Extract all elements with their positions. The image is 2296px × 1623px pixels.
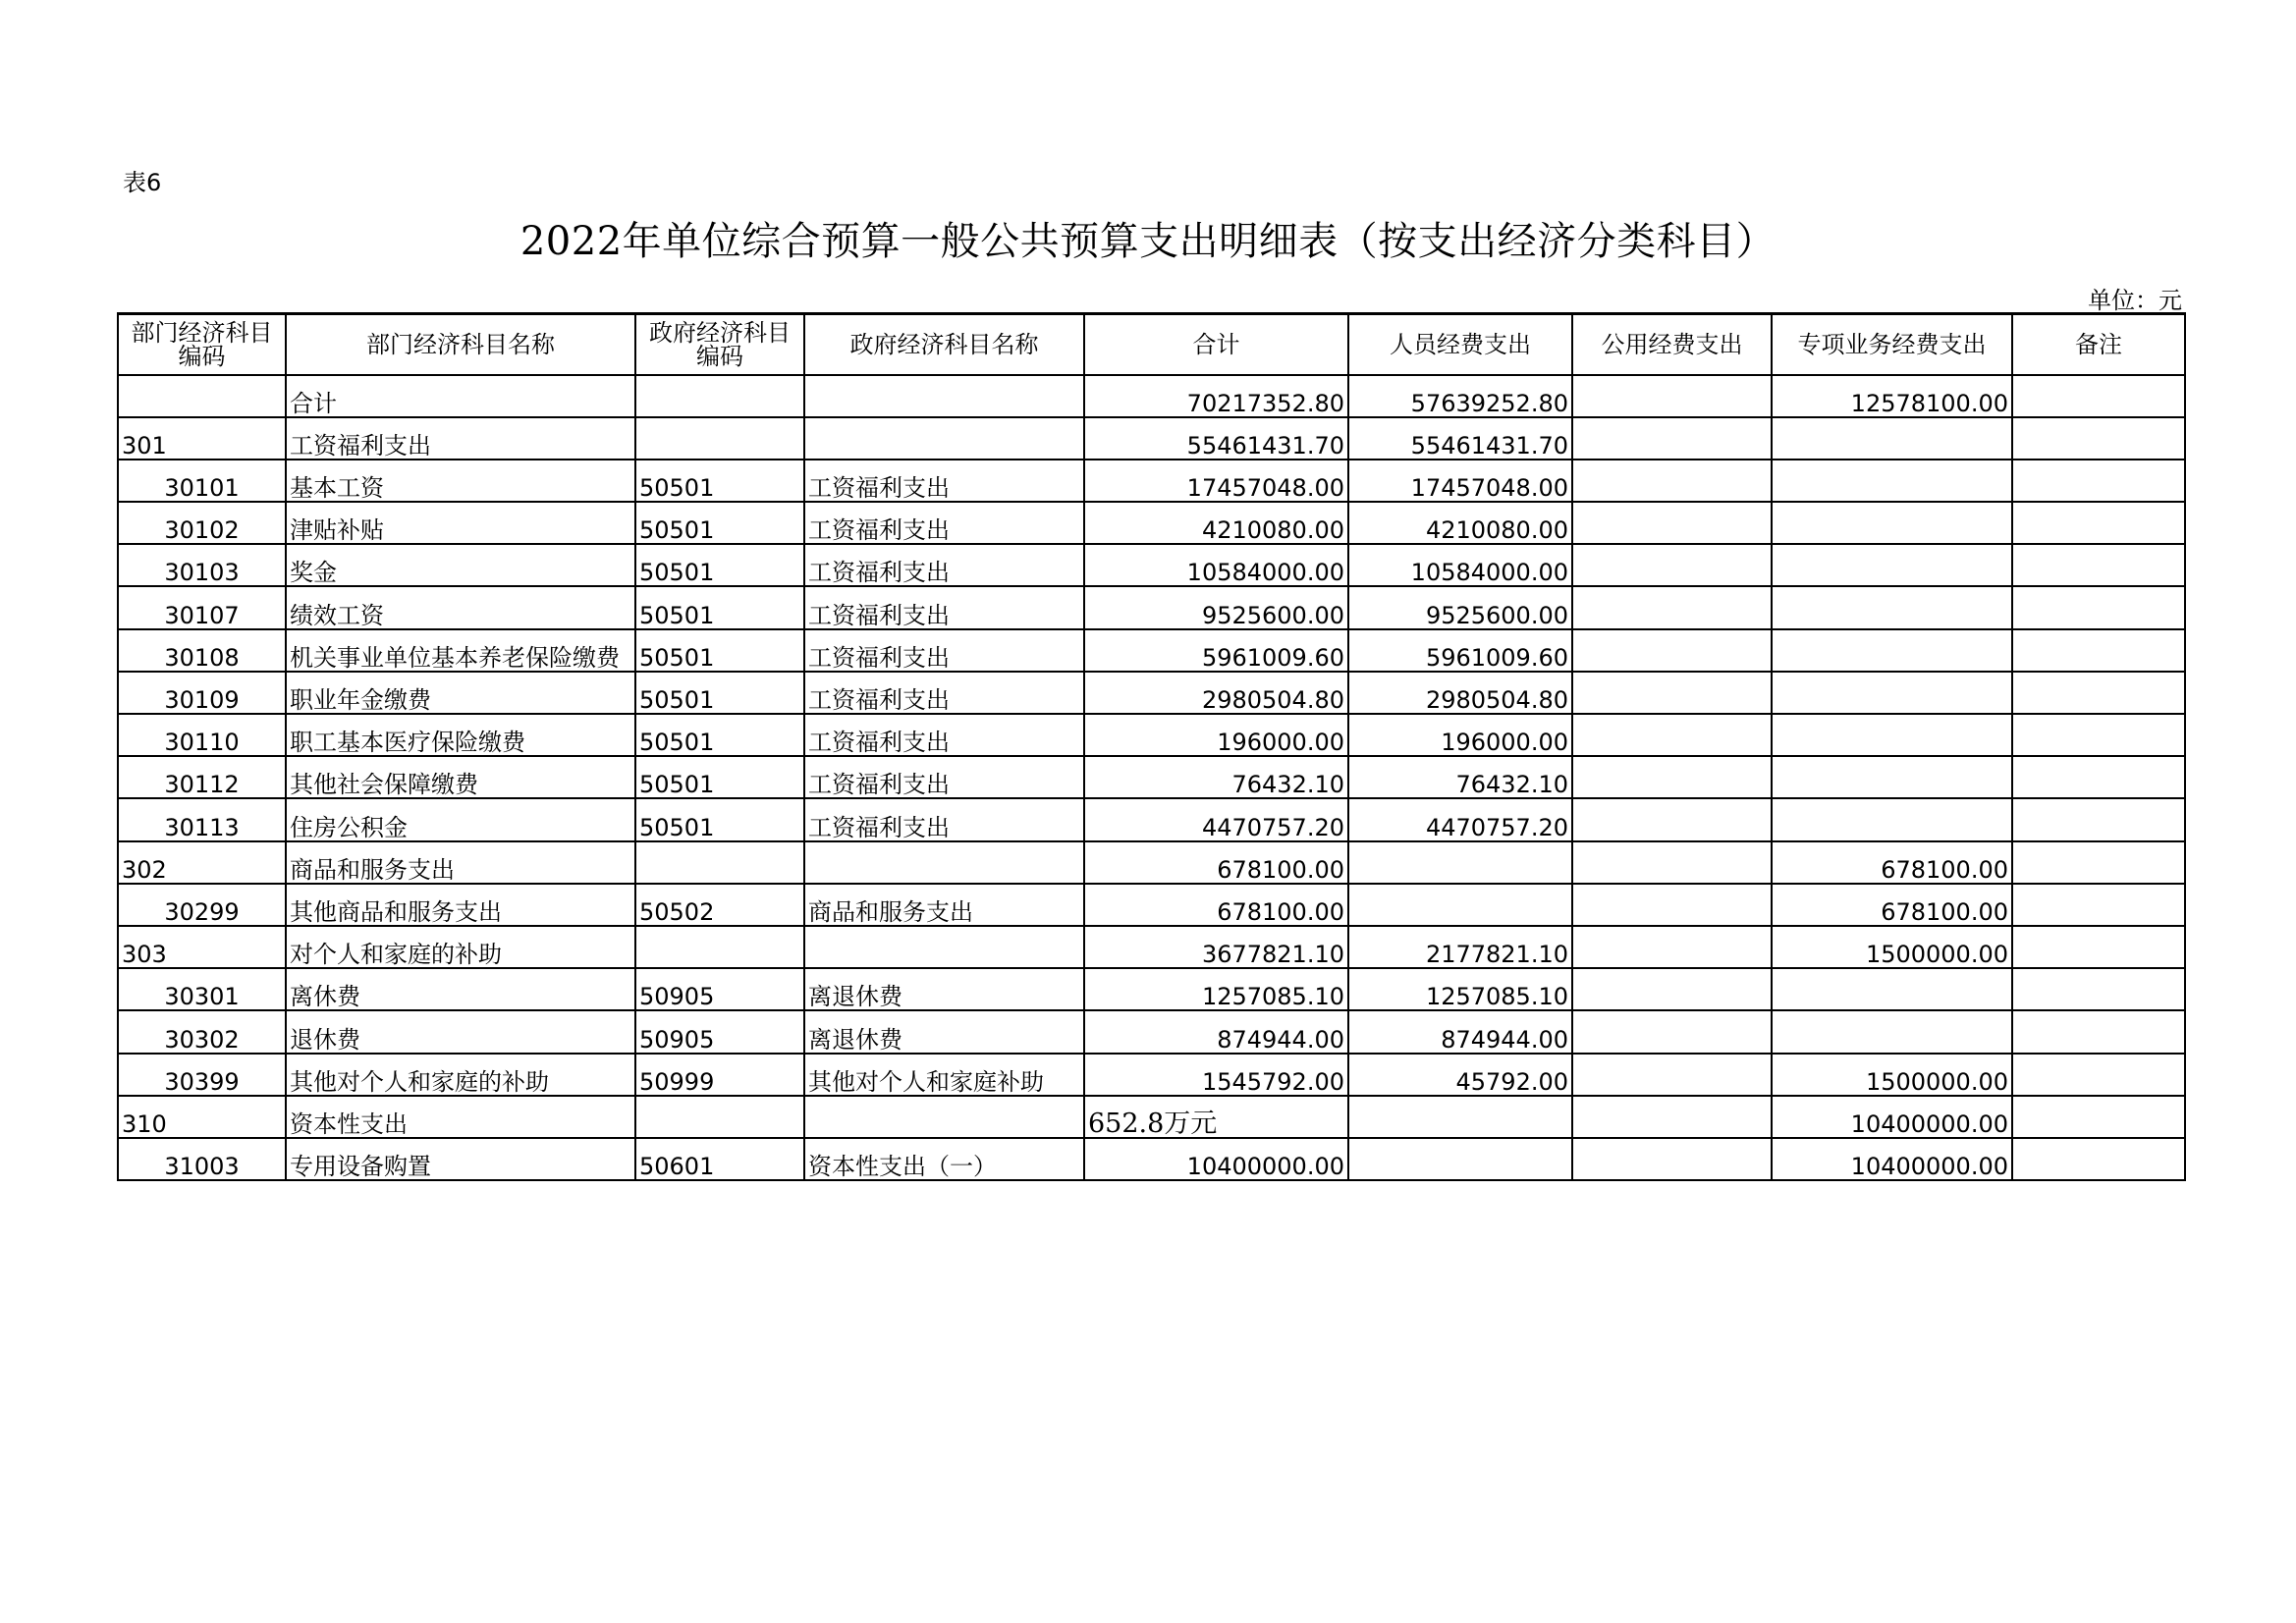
table-row bbox=[118, 884, 2185, 926]
dept-code-cell: 301 bbox=[118, 417, 286, 460]
special-cell: 1500000.00 bbox=[1772, 1054, 2012, 1096]
public-cell bbox=[1572, 375, 1772, 417]
personnel-cell: 76432.10 bbox=[1348, 756, 1572, 798]
total-cell: 5961009.60 bbox=[1084, 629, 1348, 672]
special-cell bbox=[1772, 756, 2012, 798]
total-cell: 678100.00 bbox=[1084, 884, 1348, 926]
total-cell: 1545792.00 bbox=[1084, 1054, 1348, 1096]
gov-code-cell: 50501 bbox=[635, 502, 804, 544]
personnel-cell bbox=[1348, 1096, 1572, 1138]
header-dept-code: 部门经济科目编码 bbox=[118, 314, 286, 375]
gov-code-cell: 50501 bbox=[635, 672, 804, 714]
total-cell: 196000.00 bbox=[1084, 714, 1348, 756]
gov-name-cell bbox=[804, 417, 1084, 460]
gov-code-cell: 50501 bbox=[635, 586, 804, 628]
personnel-cell: 1257085.10 bbox=[1348, 968, 1572, 1010]
special-cell bbox=[1772, 417, 2012, 460]
gov-code-cell bbox=[635, 375, 804, 417]
remarks-cell bbox=[2012, 1138, 2185, 1180]
dept-code-cell: 30113 bbox=[118, 798, 286, 840]
remarks-cell bbox=[2012, 375, 2185, 417]
gov-name-cell bbox=[804, 375, 1084, 417]
gov-code-cell bbox=[635, 926, 804, 968]
dept-name-cell: 津贴补贴 bbox=[286, 502, 635, 544]
personnel-cell: 57639252.80 bbox=[1348, 375, 1572, 417]
dept-code-cell: 30399 bbox=[118, 1054, 286, 1096]
remarks-cell bbox=[2012, 756, 2185, 798]
total-cell: 874944.00 bbox=[1084, 1010, 1348, 1053]
personnel-cell: 9525600.00 bbox=[1348, 586, 1572, 628]
total-cell: 4210080.00 bbox=[1084, 502, 1348, 544]
dept-code-cell: 30112 bbox=[118, 756, 286, 798]
dept-code-cell: 310 bbox=[118, 1096, 286, 1138]
total-cell: 678100.00 bbox=[1084, 841, 1348, 884]
special-cell: 678100.00 bbox=[1772, 841, 2012, 884]
gov-name-cell: 工资福利支出 bbox=[804, 798, 1084, 840]
public-cell bbox=[1572, 1054, 1772, 1096]
public-cell bbox=[1572, 417, 1772, 460]
remarks-cell bbox=[2012, 1010, 2185, 1053]
personnel-cell: 196000.00 bbox=[1348, 714, 1572, 756]
table-body bbox=[118, 375, 2185, 1181]
dept-code-cell: 30103 bbox=[118, 544, 286, 586]
remarks-cell bbox=[2012, 586, 2185, 628]
dept-name-cell: 工资福利支出 bbox=[286, 417, 635, 460]
header-total: 合计 bbox=[1084, 314, 1348, 375]
table-row bbox=[118, 798, 2185, 840]
dept-name-cell: 专用设备购置 bbox=[286, 1138, 635, 1180]
total-cell: 1257085.10 bbox=[1084, 968, 1348, 1010]
gov-name-cell bbox=[804, 841, 1084, 884]
personnel-cell: 2980504.80 bbox=[1348, 672, 1572, 714]
table-row bbox=[118, 968, 2185, 1010]
personnel-cell: 4470757.20 bbox=[1348, 798, 1572, 840]
special-cell bbox=[1772, 586, 2012, 628]
special-cell bbox=[1772, 544, 2012, 586]
dept-name-cell: 其他对个人和家庭的补助 bbox=[286, 1054, 635, 1096]
dept-code-cell: 30299 bbox=[118, 884, 286, 926]
header-special: 专项业务经费支出 bbox=[1772, 314, 2012, 375]
table-row bbox=[118, 1054, 2185, 1096]
gov-code-cell: 50502 bbox=[635, 884, 804, 926]
gov-code-cell: 50601 bbox=[635, 1138, 804, 1180]
header-dept-name: 部门经济科目名称 bbox=[286, 314, 635, 375]
table-row bbox=[118, 375, 2185, 417]
total-cell: 10584000.00 bbox=[1084, 544, 1348, 586]
table-row bbox=[118, 672, 2185, 714]
gov-code-cell: 50501 bbox=[635, 798, 804, 840]
personnel-cell: 4210080.00 bbox=[1348, 502, 1572, 544]
public-cell bbox=[1572, 502, 1772, 544]
gov-code-cell bbox=[635, 841, 804, 884]
gov-name-cell: 工资福利支出 bbox=[804, 544, 1084, 586]
public-cell bbox=[1572, 1010, 1772, 1053]
special-cell bbox=[1772, 1010, 2012, 1053]
gov-code-cell bbox=[635, 1096, 804, 1138]
total-cell: 652.8万元 bbox=[1084, 1096, 1348, 1138]
total-cell: 9525600.00 bbox=[1084, 586, 1348, 628]
page-title: 2022年单位综合预算一般公共预算支出明细表（按支出经济分类科目） bbox=[519, 219, 1777, 264]
remarks-cell bbox=[2012, 629, 2185, 672]
table-row bbox=[118, 586, 2185, 628]
remarks-cell bbox=[2012, 544, 2185, 586]
gov-code-cell: 50501 bbox=[635, 460, 804, 502]
dept-name-cell: 对个人和家庭的补助 bbox=[286, 926, 635, 968]
personnel-cell: 10584000.00 bbox=[1348, 544, 1572, 586]
dept-code-cell: 30110 bbox=[118, 714, 286, 756]
table-row bbox=[118, 502, 2185, 544]
public-cell bbox=[1572, 544, 1772, 586]
gov-code-cell: 50501 bbox=[635, 756, 804, 798]
public-cell bbox=[1572, 586, 1772, 628]
total-cell: 17457048.00 bbox=[1084, 460, 1348, 502]
gov-name-cell: 工资福利支出 bbox=[804, 714, 1084, 756]
table-row bbox=[118, 714, 2185, 756]
remarks-cell bbox=[2012, 460, 2185, 502]
personnel-cell bbox=[1348, 1138, 1572, 1180]
dept-code-cell: 30108 bbox=[118, 629, 286, 672]
table-row bbox=[118, 1138, 2185, 1180]
gov-code-cell: 50501 bbox=[635, 544, 804, 586]
public-cell bbox=[1572, 1096, 1772, 1138]
remarks-cell bbox=[2012, 841, 2185, 884]
total-cell: 55461431.70 bbox=[1084, 417, 1348, 460]
gov-name-cell: 工资福利支出 bbox=[804, 460, 1084, 502]
dept-name-cell: 其他商品和服务支出 bbox=[286, 884, 635, 926]
table-row bbox=[118, 417, 2185, 460]
dept-name-cell: 资本性支出 bbox=[286, 1096, 635, 1138]
personnel-cell bbox=[1348, 841, 1572, 884]
total-cell: 2980504.80 bbox=[1084, 672, 1348, 714]
gov-name-cell bbox=[804, 1096, 1084, 1138]
gov-code-cell: 50999 bbox=[635, 1054, 804, 1096]
gov-name-cell: 商品和服务支出 bbox=[804, 884, 1084, 926]
remarks-cell bbox=[2012, 714, 2185, 756]
table-row bbox=[118, 1010, 2185, 1053]
dept-name-cell: 绩效工资 bbox=[286, 586, 635, 628]
dept-code-cell: 30301 bbox=[118, 968, 286, 1010]
special-cell bbox=[1772, 502, 2012, 544]
total-cell: 76432.10 bbox=[1084, 756, 1348, 798]
remarks-cell bbox=[2012, 417, 2185, 460]
remarks-cell bbox=[2012, 672, 2185, 714]
header-gov-name: 政府经济科目名称 bbox=[804, 314, 1084, 375]
dept-name-cell: 住房公积金 bbox=[286, 798, 635, 840]
public-cell bbox=[1572, 926, 1772, 968]
public-cell bbox=[1572, 841, 1772, 884]
remarks-cell bbox=[2012, 1096, 2185, 1138]
public-cell bbox=[1572, 884, 1772, 926]
special-cell: 1500000.00 bbox=[1772, 926, 2012, 968]
budget-table bbox=[117, 312, 2186, 1181]
public-cell bbox=[1572, 756, 1772, 798]
personnel-cell: 17457048.00 bbox=[1348, 460, 1572, 502]
remarks-cell bbox=[2012, 502, 2185, 544]
total-cell: 10400000.00 bbox=[1084, 1138, 1348, 1180]
dept-code-cell: 30102 bbox=[118, 502, 286, 544]
dept-name-cell: 职工基本医疗保险缴费 bbox=[286, 714, 635, 756]
dept-name-cell: 合计 bbox=[286, 375, 635, 417]
remarks-cell bbox=[2012, 1054, 2185, 1096]
dept-name-cell: 离休费 bbox=[286, 968, 635, 1010]
dept-code-cell: 303 bbox=[118, 926, 286, 968]
table-row bbox=[118, 841, 2185, 884]
table-row bbox=[118, 1096, 2185, 1138]
special-cell bbox=[1772, 798, 2012, 840]
public-cell bbox=[1572, 460, 1772, 502]
gov-name-cell: 其他对个人和家庭补助 bbox=[804, 1054, 1084, 1096]
remarks-cell bbox=[2012, 884, 2185, 926]
table-row bbox=[118, 460, 2185, 502]
dept-code-cell: 30302 bbox=[118, 1010, 286, 1053]
special-cell: 10400000.00 bbox=[1772, 1138, 2012, 1180]
gov-name-cell: 工资福利支出 bbox=[804, 672, 1084, 714]
special-cell bbox=[1772, 968, 2012, 1010]
personnel-cell: 2177821.10 bbox=[1348, 926, 1572, 968]
dept-name-cell: 退休费 bbox=[286, 1010, 635, 1053]
dept-name-cell: 基本工资 bbox=[286, 460, 635, 502]
dept-name-cell: 商品和服务支出 bbox=[286, 841, 635, 884]
dept-code-cell: 31003 bbox=[118, 1138, 286, 1180]
remarks-cell bbox=[2012, 798, 2185, 840]
unit-label: 单位：元 bbox=[2088, 287, 2182, 314]
gov-code-cell: 50905 bbox=[635, 1010, 804, 1053]
remarks-cell bbox=[2012, 968, 2185, 1010]
dept-name-cell: 机关事业单位基本养老保险缴费 bbox=[286, 629, 635, 672]
gov-name-cell: 离退休费 bbox=[804, 1010, 1084, 1053]
dept-code-cell: 30109 bbox=[118, 672, 286, 714]
personnel-cell: 55461431.70 bbox=[1348, 417, 1572, 460]
dept-code-cell bbox=[118, 375, 286, 417]
special-cell: 678100.00 bbox=[1772, 884, 2012, 926]
dept-name-cell: 其他社会保障缴费 bbox=[286, 756, 635, 798]
header-personnel: 人员经费支出 bbox=[1348, 314, 1572, 375]
gov-code-cell bbox=[635, 417, 804, 460]
gov-name-cell bbox=[804, 926, 1084, 968]
gov-name-cell: 工资福利支出 bbox=[804, 586, 1084, 628]
personnel-cell: 5961009.60 bbox=[1348, 629, 1572, 672]
public-cell bbox=[1572, 714, 1772, 756]
special-cell bbox=[1772, 629, 2012, 672]
personnel-cell bbox=[1348, 884, 1572, 926]
dept-code-cell: 30107 bbox=[118, 586, 286, 628]
gov-name-cell: 工资福利支出 bbox=[804, 629, 1084, 672]
gov-name-cell: 工资福利支出 bbox=[804, 502, 1084, 544]
remarks-cell bbox=[2012, 926, 2185, 968]
gov-code-cell: 50905 bbox=[635, 968, 804, 1010]
dept-code-cell: 302 bbox=[118, 841, 286, 884]
header-public: 公用经费支出 bbox=[1572, 314, 1772, 375]
total-cell: 70217352.80 bbox=[1084, 375, 1348, 417]
special-cell bbox=[1772, 714, 2012, 756]
special-cell bbox=[1772, 460, 2012, 502]
header-remarks: 备注 bbox=[2012, 314, 2185, 375]
public-cell bbox=[1572, 672, 1772, 714]
personnel-cell: 874944.00 bbox=[1348, 1010, 1572, 1053]
gov-name-cell: 离退休费 bbox=[804, 968, 1084, 1010]
gov-code-cell: 50501 bbox=[635, 714, 804, 756]
table-label: 表6 bbox=[123, 169, 162, 196]
table-row bbox=[118, 629, 2185, 672]
table-row bbox=[118, 544, 2185, 586]
gov-code-cell: 50501 bbox=[635, 629, 804, 672]
public-cell bbox=[1572, 968, 1772, 1010]
gov-name-cell: 资本性支出（一） bbox=[804, 1138, 1084, 1180]
personnel-cell: 45792.00 bbox=[1348, 1054, 1572, 1096]
gov-name-cell: 工资福利支出 bbox=[804, 756, 1084, 798]
total-cell: 3677821.10 bbox=[1084, 926, 1348, 968]
dept-code-cell: 30101 bbox=[118, 460, 286, 502]
dept-name-cell: 职业年金缴费 bbox=[286, 672, 635, 714]
table-row bbox=[118, 756, 2185, 798]
table-row bbox=[118, 926, 2185, 968]
header-gov-code: 政府经济科目编码 bbox=[635, 314, 804, 375]
public-cell bbox=[1572, 629, 1772, 672]
public-cell bbox=[1572, 798, 1772, 840]
special-cell bbox=[1772, 672, 2012, 714]
special-cell: 12578100.00 bbox=[1772, 375, 2012, 417]
header-row bbox=[118, 314, 2185, 375]
dept-name-cell: 奖金 bbox=[286, 544, 635, 586]
public-cell bbox=[1572, 1138, 1772, 1180]
special-cell: 10400000.00 bbox=[1772, 1096, 2012, 1138]
total-cell: 4470757.20 bbox=[1084, 798, 1348, 840]
